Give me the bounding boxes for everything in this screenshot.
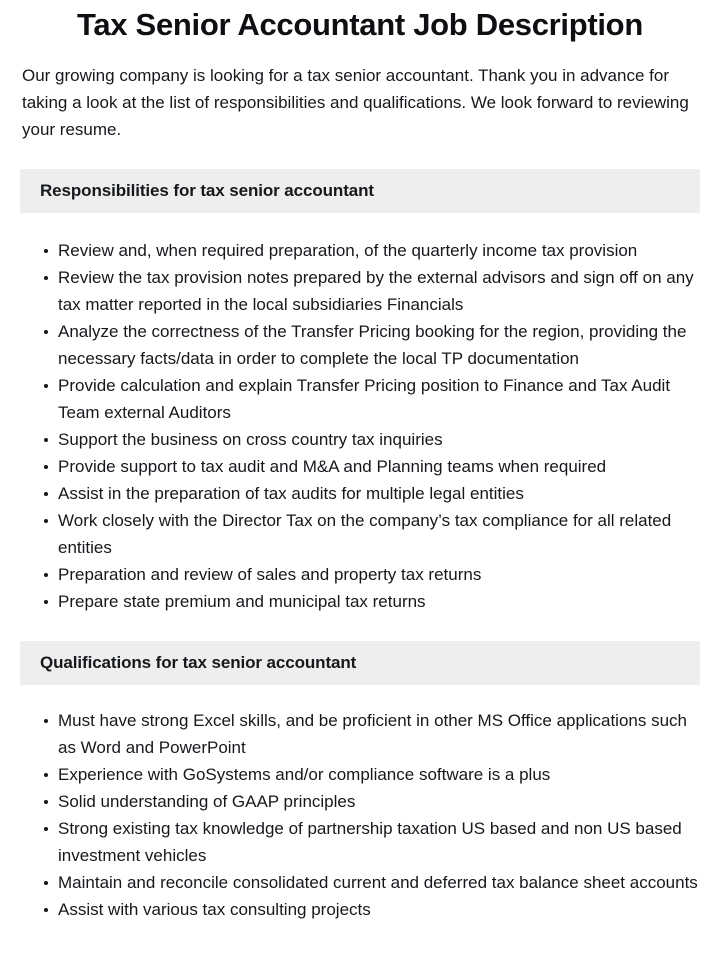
list-item: Experience with GoSystems and/or compliance software is a plus [58, 761, 700, 788]
qualifications-heading: Qualifications for tax senior accountant [40, 652, 357, 672]
responsibilities-section [0, 169, 720, 615]
list-item: Assist in the preparation of tax audits for multiple legal entities [58, 480, 700, 507]
list-item: Preparation and review of sales and property tax returns [58, 561, 700, 588]
responsibilities-list [0, 213, 720, 615]
intro-paragraph: Our growing company is looking for a tax senior accountant. Thank you in advance for taking a look at the list of responsibilities and qualifications. We look forward to reviewing your resume. [22, 65, 689, 139]
list-item: Maintain and reconcile consolidated current and deferred tax balance sheet accounts [58, 869, 700, 896]
list-item: Prepare state premium and municipal tax returns [58, 588, 700, 615]
list-item: Assist with various tax consulting projects [58, 896, 700, 923]
responsibilities-heading: Responsibilities for tax senior accountant [40, 180, 374, 200]
qualifications-section [0, 641, 720, 923]
bottom-spacer [0, 923, 720, 953]
list-item: Must have strong Excel skills, and be proficient in other MS Office applications such as Word and PowerPoint [58, 707, 700, 761]
qualifications-header-band [20, 641, 700, 685]
list-item: Work closely with the Director Tax on the company’s tax compliance for all related entities [58, 507, 700, 561]
list-item: Provide calculation and explain Transfer Pricing position to Finance and Tax Audit Team external Auditors [58, 372, 700, 426]
qualifications-list [0, 685, 720, 923]
responsibilities-header-band [20, 169, 700, 213]
list-item: Provide support to tax audit and M&A and Planning teams when required [58, 453, 700, 480]
list-item: Review and, when required preparation, of the quarterly income tax provision [58, 237, 700, 264]
list-item: Support the business on cross country tax inquiries [58, 426, 700, 453]
list-item: Solid understanding of GAAP principles [58, 788, 700, 815]
list-item: Analyze the correctness of the Transfer Pricing booking for the region, providing the necessary facts/data in order to complete the local TP documentation [58, 318, 700, 372]
page-title: Tax Senior Accountant Job Description [77, 7, 643, 42]
list-item: Review the tax provision notes prepared by the external advisors and sign off on any tax matter reported in the local subsidiaries Financials [58, 264, 700, 318]
list-item: Strong existing tax knowledge of partnership taxation US based and non US based investment vehicles [58, 815, 700, 869]
